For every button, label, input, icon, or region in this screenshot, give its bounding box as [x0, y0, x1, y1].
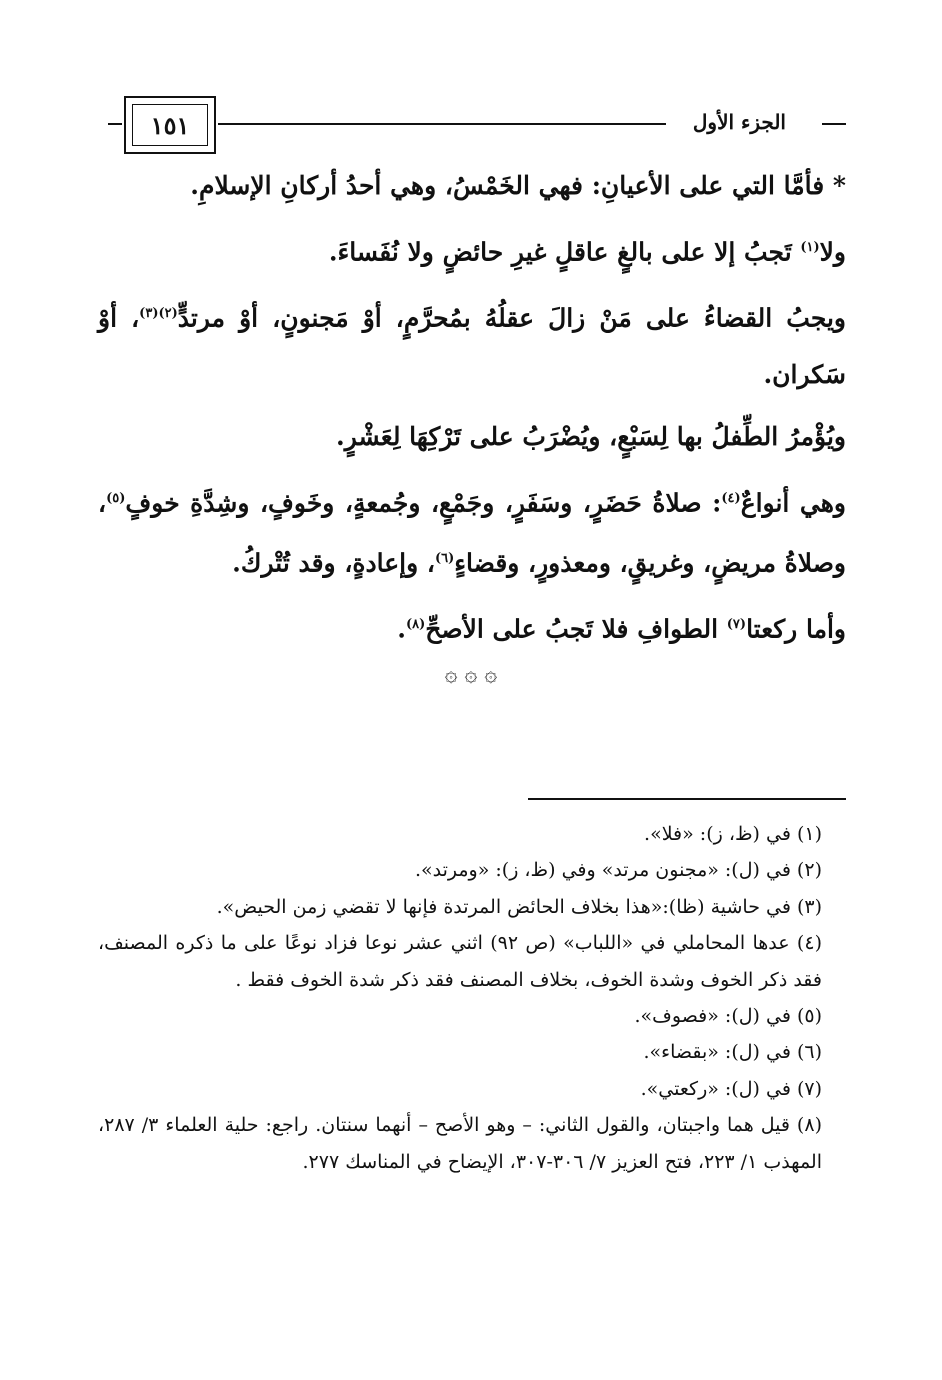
- footnote-6: (٦) في (ل): «بقضاء».: [643, 1041, 822, 1064]
- footnote-separator: [528, 798, 846, 800]
- header-rule-right: [822, 123, 846, 125]
- footnote-7: (٧) في (ل): «ركعتي».: [640, 1077, 822, 1100]
- header-rule-left: [108, 123, 122, 125]
- page-number: ١٥١: [132, 104, 208, 146]
- page-number-frame: [124, 96, 216, 154]
- paragraph-6: وأما ركعتا$^{(٧)}$ الطوافِ فلا تَجبُ على الأصحِّ$^{(٨)}$.: [397, 614, 846, 644]
- footnote-ref-5: (٥): [106, 490, 126, 506]
- paragraph-4: ويُؤْمرُ الطِّفلُ بها لِسَبْعٍ، ويُضْرَبُ على تَرْكِهَا لِعَشْرٍ.: [336, 421, 846, 451]
- footnote-4: (٤) عدها المحاملي في «اللباب» (ص ٩٢) اثني عشر نوعا فزاد نوعًا على ما ذكره المصنف، فقد ذكر الخوف وشدة الخوف، بخلاف المصنف فقد ذكر شدة الخوف فقط .: [98, 932, 822, 991]
- footnote-3: (٣) في حاشية (ظا):«هذا بخلاف الحائض المرتدة فإنها لا تقضي زمن الحيض».: [216, 895, 822, 918]
- running-title: الجزء الأول: [692, 110, 786, 134]
- footnote-ref-6: (٦): [434, 550, 455, 566]
- paragraph-5: وهي أنواعٌ$^{(٤)}$: صلاةُ حَضَرٍ، وسَفَرٍ، وجَمْعٍ، وجُمعةٍ، وخَوفٍ، وشِدَّةِ خوفٍ$^{(٥)}$، وصلاةُ مريضٍ، وغريقٍ، ومعذورٍ، وقضاءٍ$^{(٦)}$، وإعادةٍ، وقد تُتْركُ.: [98, 487, 846, 578]
- footnote-2: (٢) في (ل): «مجنون مرتد» وفي (ظ، ز): «ومرتد».: [414, 859, 822, 882]
- header-rule-middle: [218, 123, 666, 125]
- footnote-ref-7: (٧): [726, 617, 747, 633]
- page-header: [108, 96, 846, 158]
- footnote-5: (٥) في (ل): «فصوف».: [634, 1005, 822, 1028]
- footnote-1: (١) في (ظ، ز): «فلا».: [644, 823, 822, 845]
- paragraph-1: * فأمَّا التي على الأعيانِ: فهي الخَمْسُ، وهي أحدُ أركانِ الإسلامِ.: [190, 171, 846, 200]
- paragraph-2: ولا$^{(١)}$ تَجبُ إلا على بالغٍ عاقلٍ غيرِ حائضٍ ولا نُفَساءَ.: [328, 237, 846, 267]
- main-text: [98, 158, 846, 664]
- paragraph-3: ويجبُ القضاءُ على مَنْ زالَ عقلُهُ بمُحرَّمٍ، أوْ مَجنونٍ، أوْ مرتدٍّ$^{(٢)(٣)}$، أوْ سَكران.: [98, 303, 846, 389]
- footnotes: [98, 816, 846, 1180]
- footnote-ref-8: (٨): [405, 617, 426, 633]
- footnote-8: (٨) قيل هما واجبتان، والقول الثاني: – وهو الأصح – أنهما سنتان. راجع: حلية العلماء ٣/ ٢٨٧، المهذب ١/ ٢٢٣، فتح العزيز ٧/ ٣٠٦-٣٠٧، الإيضاح في المناسك ٢٧٧.: [98, 1114, 822, 1173]
- footnote-ref-1: (١): [800, 240, 820, 255]
- footnote-ref-2-3: (٢)(٣): [139, 306, 178, 322]
- section-divider-ornament: ۞ ۞ ۞: [444, 662, 498, 687]
- footnote-ref-4: (٤): [721, 490, 741, 506]
